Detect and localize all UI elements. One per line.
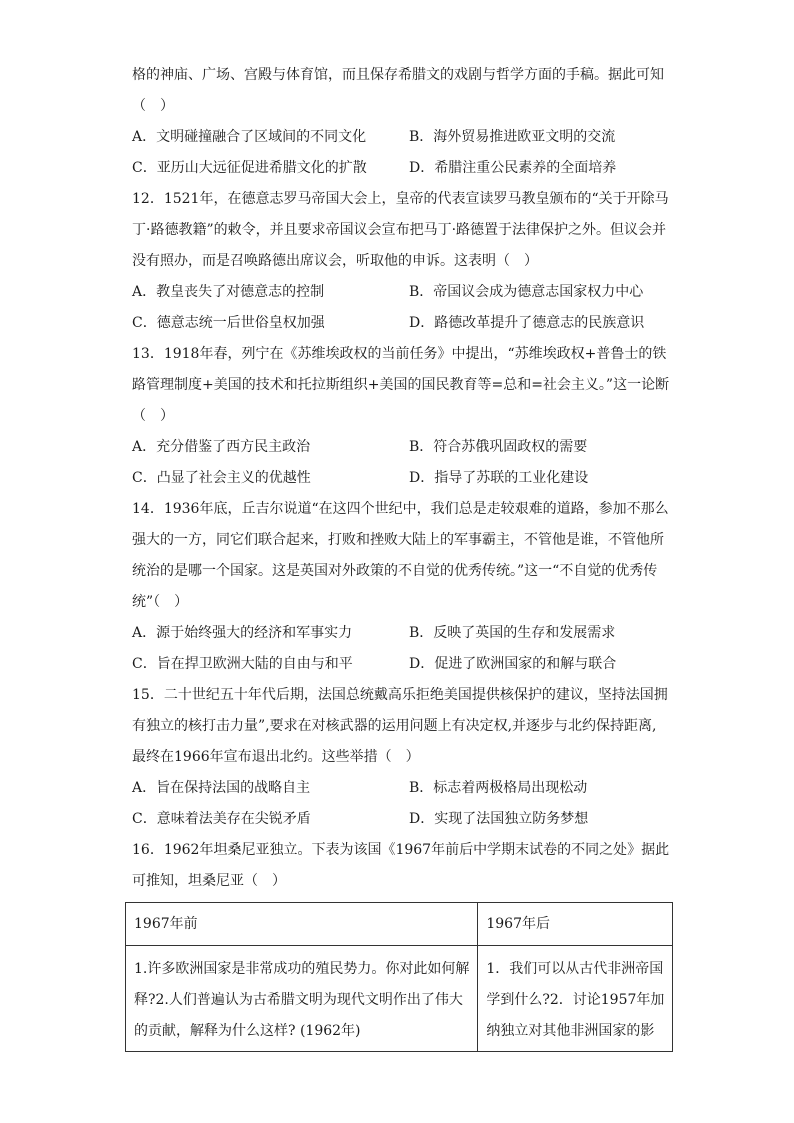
q11-answer-blank: （ ）: [132, 98, 174, 114]
cell-after-line-1: 1．我们可以从古代非洲帝国: [486, 961, 664, 977]
q14-option-b[interactable]: B．反映了英国的生存和发展需求: [409, 625, 616, 641]
table-row: [126, 946, 673, 1052]
q15-option-d[interactable]: D．实现了法国独立防务梦想: [409, 811, 589, 827]
q12-option-d[interactable]: D．路德改革提升了德意志的民族意识: [409, 315, 645, 331]
q15-stem-line-3: 最终在1966年宣布退出北约。这些举措（ ）: [132, 749, 420, 765]
q14-option-a[interactable]: A．源于始终强大的经济和军事实力: [132, 625, 353, 641]
q11-option-a[interactable]: A．文明碰撞融合了区域间的不同文化: [132, 129, 367, 145]
comparison-table: [125, 902, 673, 1052]
cell-after-line-2: 学到什么?2．讨论1957年加: [486, 992, 665, 1008]
q13-options-row-2: [132, 463, 672, 494]
cell-after-line-3: 纳独立对其他非洲国家的影: [486, 1023, 655, 1039]
q12-stem-line-2: 丁·路德教籍”的敕令，并且要求帝国议会宣布把马丁·路德置于法律保护之外。但议会并: [132, 222, 667, 238]
q15-stem-line-2: 有独立的核打击力量”,要求在对核武器的运用问题上有决定权,并逐步与北约保持距离,: [132, 718, 657, 734]
cell-before-line-2: 释?2.人们普遍认为古希腊文明为现代文明作出了伟大: [134, 992, 463, 1008]
q12-option-c[interactable]: C．德意志统一后世俗皇权加强: [132, 315, 325, 331]
header-after-1967: 1967年后: [478, 903, 673, 946]
q14-stem-line-1: 14．1936年底，丘吉尔说道“在这四个世纪中，我们总是走较艰难的道路，参加不那么: [132, 501, 669, 517]
q13-option-c[interactable]: C．凸显了社会主义的优越性: [132, 470, 311, 486]
q13-option-b[interactable]: B．符合苏俄巩固政权的需要: [409, 439, 588, 455]
q12-stem-line-3: 没有照办，而是召唤路德出席议会，听取他的申诉。这表明（ ）: [132, 253, 538, 269]
q11-text-line: 格的神庙、广场、宫殿与体育馆，而且保存希腊文的戏剧与哲学方面的手稿。据此可知: [132, 67, 664, 83]
q14-option-d[interactable]: D．促进了欧洲国家的和解与联合: [409, 656, 617, 672]
q13-options-row-1: [132, 432, 672, 463]
q11-options-row-1: [132, 122, 672, 153]
q13-option-a[interactable]: A．充分借鉴了西方民主政治: [132, 439, 311, 455]
q13-option-d[interactable]: D．指导了苏联的工业化建设: [409, 470, 589, 486]
q15-option-b[interactable]: B．标志着两极格局出现松动: [409, 780, 588, 796]
q11-option-d[interactable]: D．希腊注重公民素养的全面培养: [409, 160, 617, 176]
q15-options-row-1: [132, 773, 672, 804]
q14-stem-line-3: 统治的是哪一个国家。这是英国对外政策的不自觉的优秀传统。”这一“不自觉的优秀传: [132, 563, 658, 579]
q12-option-b[interactable]: B．帝国议会成为德意志国家权力中心: [409, 284, 644, 300]
q11-option-b[interactable]: B．海外贸易推进欧亚文明的交流: [409, 129, 616, 145]
table-header-row: [126, 903, 673, 946]
q15-option-a[interactable]: A．旨在保持法国的战略自主: [132, 780, 311, 796]
q14-options-row-1: [132, 618, 672, 649]
header-before-1967: 1967年前: [126, 903, 478, 946]
q13-answer-blank: （ ）: [132, 408, 174, 424]
q13-stem-line-1: 13．1918年春，列宁在《苏维埃政权的当前任务》中提出，“苏维埃政权+普鲁士的铁: [132, 346, 667, 362]
q12-options-row-1: [132, 277, 672, 308]
q14-stem-line-2: 强大的一方，同它们联合起来，打败和挫败大陆上的军事霸主，不管他是谁，不管他所: [132, 532, 664, 548]
exam-page: [132, 60, 672, 897]
q11-options-row-2: [132, 153, 672, 184]
q15-stem-line-1: 15．二十世纪五十年代后期，法国总统戴高乐拒绝美国提供核保护的建议，坚持法国拥: [132, 687, 668, 703]
q12-option-a[interactable]: A．教皇丧失了对德意志的控制: [132, 284, 325, 300]
q12-options-row-2: [132, 308, 672, 339]
q14-option-c[interactable]: C．旨在捍卫欧洲大陆的自由与和平: [132, 656, 353, 672]
q11-option-c[interactable]: C．亚历山大远征促进希腊文化的扩散: [132, 160, 367, 176]
cell-after-1967: [478, 946, 673, 1052]
q12-stem-line-1: 12．1521年，在德意志罗马帝国大会上，皇帝的代表宣读罗马教皇颁布的“关于开除马: [132, 191, 669, 207]
q16-stem-line-1: 16．1962年坦桑尼亚独立。下表为该国《1967年前后中学期末试卷的不同之处》据此: [132, 842, 670, 858]
q15-option-c[interactable]: C．意味着法美存在尖锐矛盾: [132, 811, 311, 827]
q14-options-row-2: [132, 649, 672, 680]
cell-before-line-1: 1.许多欧洲国家是非常成功的殖民势力。你对此如何解: [134, 961, 470, 977]
q15-options-row-2: [132, 804, 672, 835]
cell-before-line-3: 的贡献，解释为什么这样? (1962年): [134, 1023, 361, 1039]
q16-stem-line-2: 可推知，坦桑尼亚（ ）: [132, 873, 286, 889]
q13-stem-line-2: 路管理制度+美国的技术和托拉斯组织+美国的国民教育等=总和=社会主义。”这一论断: [132, 377, 670, 393]
q14-stem-line-4: 统”（ ）: [132, 594, 189, 610]
cell-before-1967: [126, 946, 478, 1052]
